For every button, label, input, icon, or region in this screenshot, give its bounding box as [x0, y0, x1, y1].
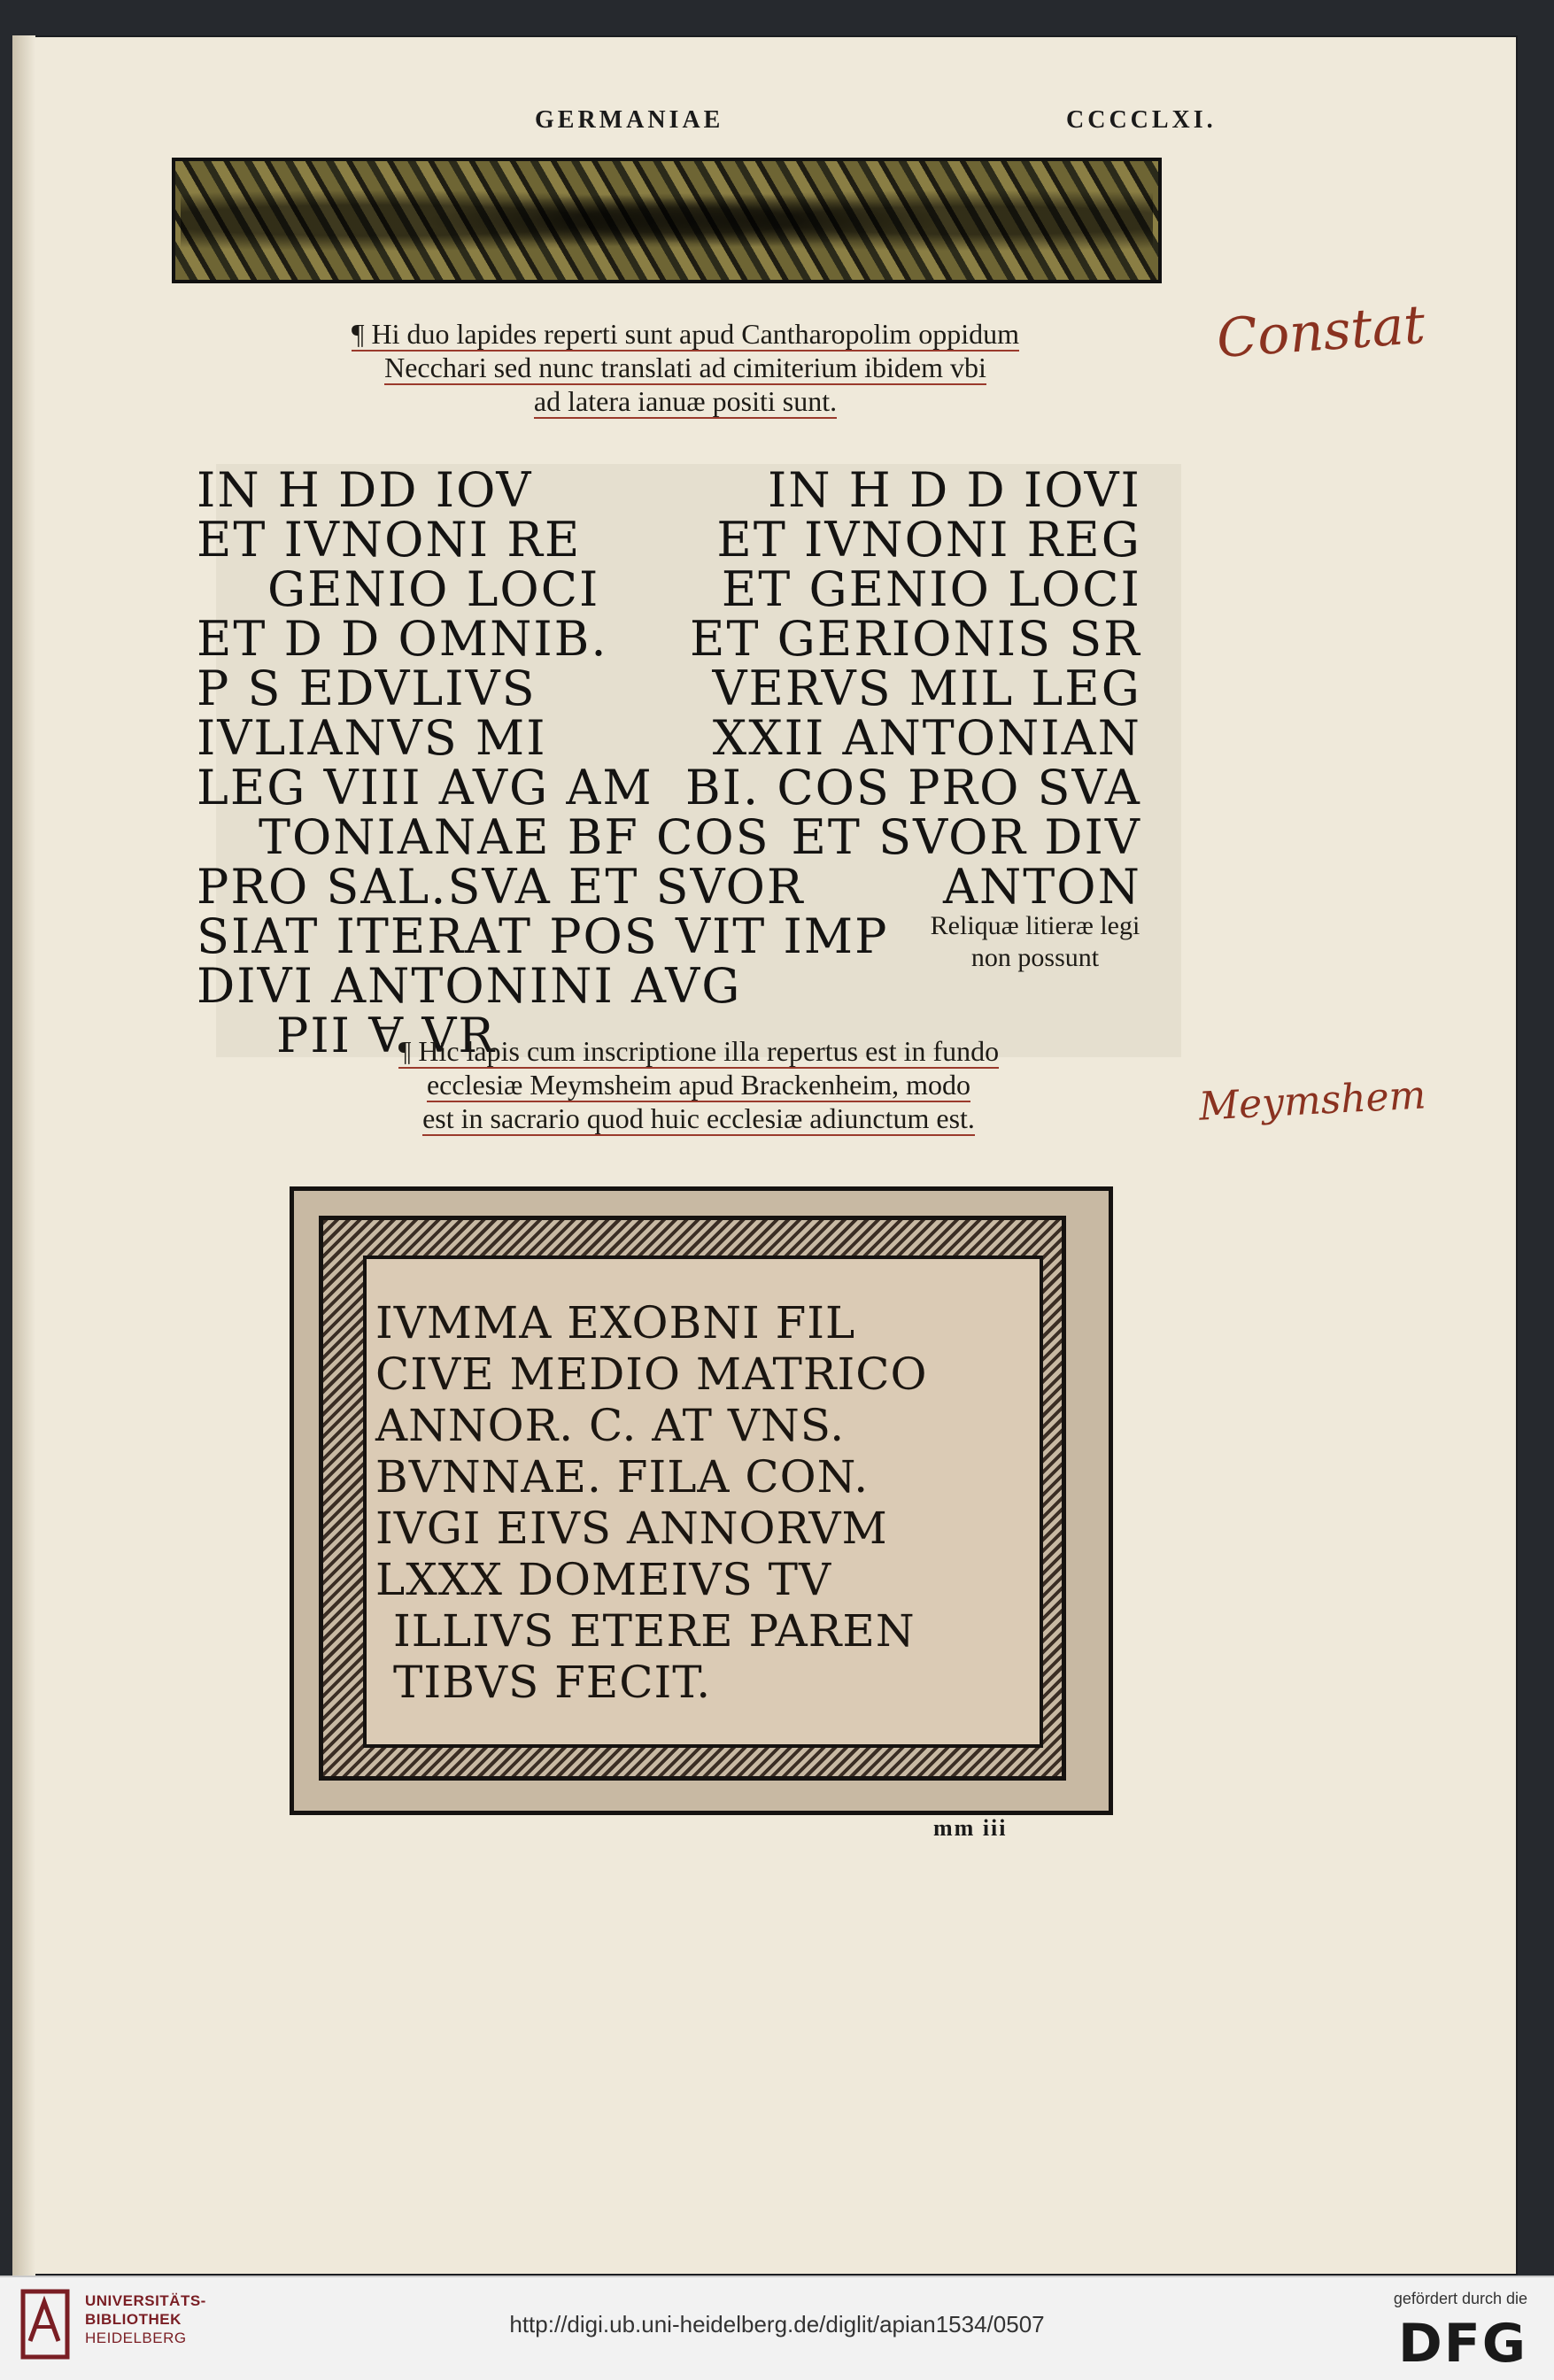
inscription-line: ET D D OMNIB. [197, 611, 608, 667]
inscription-line: P S EDVLIVS [197, 661, 537, 716]
tomb-inscription [375, 1297, 928, 1708]
inscription-line: VERVS MIL LEG [712, 661, 1141, 716]
illegible-line: Reliquæ litieræ legi [930, 911, 1140, 940]
tomb-line: LXXX DOMEIVS TV [375, 1554, 832, 1605]
caption-line: ¶ Hi duo lapides reperti sunt apud Cantharopolim oppidum [352, 318, 1019, 350]
footer-bar [0, 2276, 1554, 2380]
caption-line: Necchari sed nunc translati ad cimiterium ibidem vbi [384, 352, 986, 383]
tomb-line: ANNOR. C. AT VNS. [375, 1400, 846, 1451]
inscription-line: GENIO LOCI [267, 561, 600, 617]
inscription-line: PII Ɐ VR [276, 1008, 496, 1063]
inscription-line: ET SVOR DIV [791, 809, 1141, 865]
tomb-line: ILLIVS ETERE PAREN [393, 1605, 916, 1657]
inscription-right [685, 462, 1141, 915]
inscription-line: LEG VIII AVG AM [197, 760, 653, 815]
caption-line: est in sacrario quod huic ecclesiæ adiunctum est. [422, 1102, 975, 1134]
inscription-line: IN H D D IOVI [767, 462, 1141, 518]
tomb-line: CIVE MEDIO MATRICO [375, 1348, 928, 1400]
funding-caption: gefördert durch die [1393, 2290, 1527, 2307]
caption-line: ad latera ianuæ positi sunt. [533, 385, 838, 417]
tomb-line: TIBVS FECIT. [393, 1657, 712, 1708]
inscription-line: IVLIANVS MI [197, 710, 547, 766]
illegible-line: non possunt [970, 943, 1100, 972]
caption-note-top [260, 317, 1110, 418]
caption-line: ¶ Hic lapis cum inscriptione illa repertus est in fundo [398, 1035, 1000, 1067]
marginal-note: Constat [1214, 293, 1427, 371]
library-line: UNIVERSITÄTS- [85, 2292, 206, 2309]
inscription-line: SIAT ITERAT POS VIT IMP [197, 908, 889, 964]
inscription-line: IN H DD IOV [197, 462, 533, 518]
folio-number: CCCCLXI. [1066, 106, 1217, 134]
book-page [12, 35, 1518, 2276]
inscription-line: DIVI ANTONINI AVG [197, 958, 742, 1014]
inscription-line: XXII ANTONIAN [712, 710, 1141, 766]
inscription-line: ET IVNONI RE [197, 512, 582, 568]
signature-mark: mm iii [933, 1815, 1008, 1841]
inscription-line: ET GENIO LOCI [721, 561, 1141, 617]
inscription-line: BI. COS PRO SVA [685, 760, 1141, 815]
library-line: HEIDELBERG [85, 2330, 187, 2346]
dfg-logo[interactable]: DFG [1397, 2313, 1527, 2375]
inscription-line: TONIANAE BF COS [259, 809, 770, 865]
tomb-line: IVGI EIVS ANNORVM [375, 1503, 888, 1554]
inscription-line: ET IVNONI REG [716, 512, 1141, 568]
illegible-note [898, 910, 1172, 974]
caption-line: ecclesiæ Meymsheim apud Brackenheim, modo [426, 1069, 971, 1101]
ornament-band [172, 158, 1162, 283]
inscription-line: ET GERIONIS SR [690, 611, 1141, 667]
caption-note-middle [322, 1034, 1075, 1135]
marginal-note: Meymshem [1197, 1072, 1427, 1130]
inscription-line: ANTON [943, 859, 1141, 915]
permalink-url[interactable]: http://digi.ub.uni-heidelberg.de/diglit/apian1534/0507 [509, 2311, 1045, 2338]
tomb-line: BVNNAE. FILA CON. [375, 1451, 870, 1503]
tomb-line: IVMMA EXOBNI FIL [375, 1297, 856, 1348]
library-line: BIBLIOTHEK [85, 2311, 182, 2328]
running-title: GERMANIAE [535, 106, 724, 134]
inscription-line: PRO SAL.SVA ET SVOR [197, 859, 805, 915]
